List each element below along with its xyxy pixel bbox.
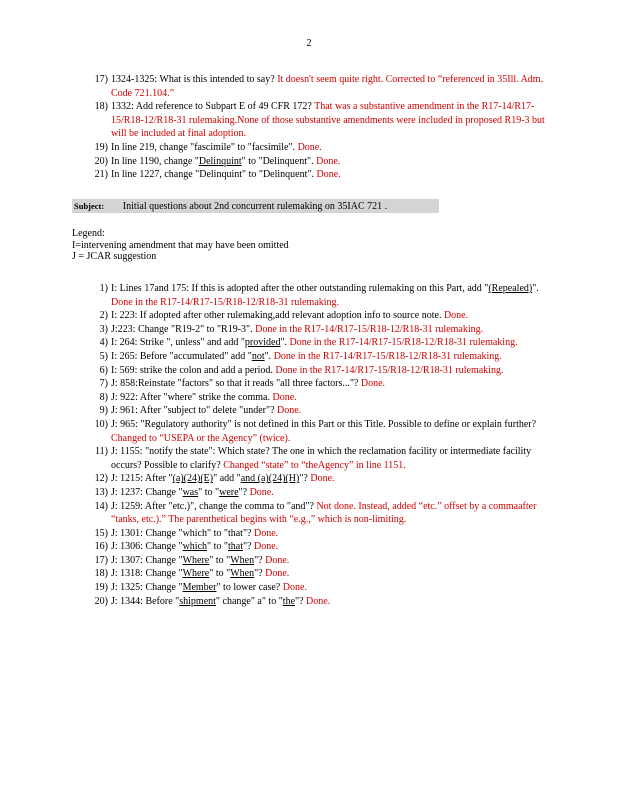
response-text: Done in the R17-14/R17-15/R18-12/R18-31 rulemaking. (255, 323, 484, 335)
item-number: 7) (99, 378, 108, 390)
comment-text: J: 1237: Change " (111, 486, 183, 498)
response-text: Done. (265, 568, 290, 580)
item-number: 13) (94, 486, 108, 498)
list-item (86, 540, 546, 554)
underlined-text: and (a)(24)(H) (240, 473, 300, 485)
comment-text: J: 1318: Change " (111, 568, 183, 580)
list-item (86, 73, 546, 100)
response-text: Done. (443, 310, 469, 322)
response-text: Done. (360, 378, 386, 390)
list-item (86, 418, 546, 445)
item-number: 20) (94, 155, 108, 167)
underlined-text: Member (182, 582, 217, 594)
list-item (86, 567, 546, 581)
comment-text: " to "Delinquent". (241, 155, 317, 167)
comment-text: "? (254, 554, 266, 566)
comment-text: In line 219, change "fascimile" to "facsimile". (111, 141, 298, 153)
response-text: Done. (254, 541, 279, 553)
item-number: 3) (99, 323, 108, 335)
item-number: 15) (94, 527, 108, 539)
list-item (86, 445, 546, 472)
underlined-text: that (227, 541, 243, 553)
list-item (86, 391, 546, 405)
subject-bar (72, 199, 439, 213)
page-number: 2 (306, 38, 312, 49)
item-number: 2) (99, 310, 108, 322)
comment-text: J: 965: "Regulatory authority" is not defined in this Part or this Title. Possible to define or explain further? (111, 418, 537, 430)
underlined-text: were (219, 486, 239, 498)
response-text: Changed to “USEPA or the Agency” (twice). (111, 432, 291, 444)
underlined-text: provided (244, 337, 281, 349)
list-item (86, 168, 546, 182)
subject-text: Initial questions about 2nd concurrent rulemaking on 35IAC 721 . (122, 201, 388, 212)
comment-text: J: 1155: "notify the state": Which state? The one in which the reclamation facility or intermediate facility occurs? Possible to clarify? (111, 446, 532, 471)
list-item (86, 472, 546, 486)
underlined-text: the (282, 595, 296, 607)
comment-text: "? (295, 595, 307, 607)
item-number: 14) (94, 500, 108, 512)
item-number: 20) (94, 595, 108, 607)
comment-text: I: 264: Strike ", unless" and add " (111, 337, 245, 349)
comment-text: "? (254, 568, 266, 580)
response-text: Done in the R17-14/R17-15/R18-12/R18-31 rulemaking. (273, 350, 502, 362)
comment-text: " to lower case? (216, 582, 283, 594)
item-number: 11) (95, 446, 108, 458)
response-text: Done. (316, 155, 341, 167)
list-item (86, 282, 546, 309)
underlined-text: (a)(24)(E) (172, 473, 214, 485)
underlined-text: Where (182, 554, 210, 566)
item-number: 6) (99, 364, 108, 376)
comment-text: In line 1227, change "Delinquint" to "Delinquent". (111, 169, 317, 181)
comment-text: J: 922: After "where" strike the comma. (111, 391, 273, 403)
comment-text: J: 961: After "subject to" delete "under"? (111, 405, 278, 417)
underlined-text: When (230, 568, 255, 580)
response-text: It doesn't seem quite right. Corrected to “referenced in 35Ill. Adm. Code 721.104.” (111, 74, 544, 99)
item-number: 8) (99, 391, 108, 403)
item-number: 1) (99, 283, 108, 294)
response-text: Done in the R17-14/R17-15/R18-12/R18-31 rulemaking. (275, 364, 504, 376)
item-number: 21) (94, 169, 108, 181)
comment-text: 1324-1325: What is this intended to say? (111, 74, 278, 85)
item-number: 16) (94, 541, 108, 553)
comment-text: " add " (213, 473, 241, 485)
comment-text: I: 265: Before "accumulated" add " (111, 350, 252, 362)
comment-text: J: 1259: After "etc.)", change the comma to "and"? (111, 500, 317, 512)
item-number: 19) (94, 582, 108, 594)
comment-text: I: 223: If adopted after other rulemaking,add relevant adoption info to source note. (111, 310, 444, 322)
response-text: Done. (316, 169, 341, 181)
comment-text: " to " (209, 568, 231, 580)
list-item (86, 141, 546, 155)
response-text: Done. (277, 405, 302, 417)
comment-text: "? (238, 486, 250, 498)
item-number: 9) (99, 405, 108, 417)
response-text: Not done. Instead, added “etc.” offset by a commaafter “tanks, etc.).” The parenthetical begins with “e.g.,” which is non-limiting. (111, 500, 537, 526)
item-number: 18) (94, 568, 108, 580)
response-text: Done. (272, 391, 297, 403)
comment-text: J: 1325: Change " (111, 582, 183, 594)
comment-text: I: Lines 17and 175: If this is adopted after the other outstanding rulemaking on this Part, add " (111, 283, 489, 294)
comment-text: ". (264, 350, 274, 362)
subject-label: Subject: (74, 201, 105, 211)
legend-line-intervening: I=intervening amendment that may have been omitted (72, 239, 289, 251)
list-item (86, 527, 546, 541)
comment-text: ". (532, 283, 539, 294)
list-item (86, 404, 546, 418)
comment-text: J: 1306: Change " (111, 541, 183, 553)
comment-text: " change" a" to " (215, 595, 283, 607)
response-text: Done. (297, 141, 322, 153)
legend-line-jcar: J = JCAR suggestion (72, 251, 157, 262)
legend-title: Legend: (72, 228, 105, 239)
item-number: 12) (94, 473, 108, 485)
list-item (86, 155, 546, 169)
comment-text: J: 1307: Change " (111, 554, 183, 566)
list-item (86, 336, 546, 350)
top-comment-list (86, 73, 546, 182)
list-item (86, 595, 546, 609)
comment-text: J: 1344: Before " (111, 595, 180, 607)
list-item (86, 323, 546, 337)
underlined-text: was (182, 486, 199, 498)
list-item (86, 581, 546, 595)
underlined-text: shipment (179, 595, 216, 607)
item-number: 10) (94, 418, 108, 430)
response-text: Done in the R17-14/R17-15/R18-12/R18-31 rulemaking. (289, 337, 518, 349)
comment-text: "? (299, 473, 311, 485)
comment-text: " to " (198, 486, 220, 498)
comment-text: 1332: Add reference to Subpart E of 49 CFR 172? (111, 101, 315, 113)
comment-text: I: 569: strike the colon and add a period. (111, 364, 276, 376)
response-text: Done. (249, 486, 274, 498)
comment-text: J:223: Change "R19-2" to "R19-3". (111, 323, 256, 335)
comment-text: In line 1190, change " (111, 155, 199, 167)
underlined-text: When (230, 554, 255, 566)
underlined-text: Where (182, 568, 210, 580)
comment-text: ". (280, 337, 290, 349)
item-number: 5) (99, 350, 108, 362)
underlined-text: Delinquint (198, 155, 242, 167)
item-number: 4) (99, 337, 108, 349)
item-number: 19) (94, 141, 108, 153)
underlined-text: (Repealed) (488, 283, 533, 294)
response-text: Changed “state” to “theAgency” in line 1151. (223, 459, 406, 471)
bottom-comment-list (86, 282, 546, 608)
list-item (86, 100, 546, 141)
list-item (86, 486, 546, 500)
comment-text: " to " (207, 541, 228, 553)
item-number: 17) (94, 74, 108, 85)
legend (72, 228, 289, 263)
list-item (86, 364, 546, 378)
list-item (86, 350, 546, 364)
comment-text: J: 1215: After " (111, 473, 173, 485)
item-number: 18) (94, 101, 108, 113)
response-text: Done in the R17-14/R17-15/R18-12/R18-31 rulemaking. (111, 296, 340, 308)
underlined-text: not (251, 350, 265, 362)
comment-text: J: 1301: Change "which" to "that"? (111, 527, 254, 539)
response-text: Done. (265, 554, 290, 566)
list-item (86, 377, 546, 391)
item-number: 17) (94, 554, 108, 566)
comment-text: " to " (209, 554, 231, 566)
response-text: Done. (310, 473, 335, 485)
list-item (86, 309, 546, 323)
list-item (86, 500, 546, 527)
response-text: Done. (253, 527, 279, 539)
comment-text: "? (242, 541, 255, 553)
response-text: That was a substantive amendment in the R17-14/R17-15/R18-12/R18-31 rulemaking.None of those substantive amendments were included in proposed R19-3 but will be included at final adoption. (111, 101, 545, 140)
underlined-text: which (182, 541, 208, 553)
response-text: Done. (306, 595, 331, 607)
comment-text: J: 858:Reinstate "factors" so that it reads "all three factors..."? (111, 378, 361, 390)
list-item (86, 554, 546, 568)
response-text: Done. (282, 582, 307, 594)
